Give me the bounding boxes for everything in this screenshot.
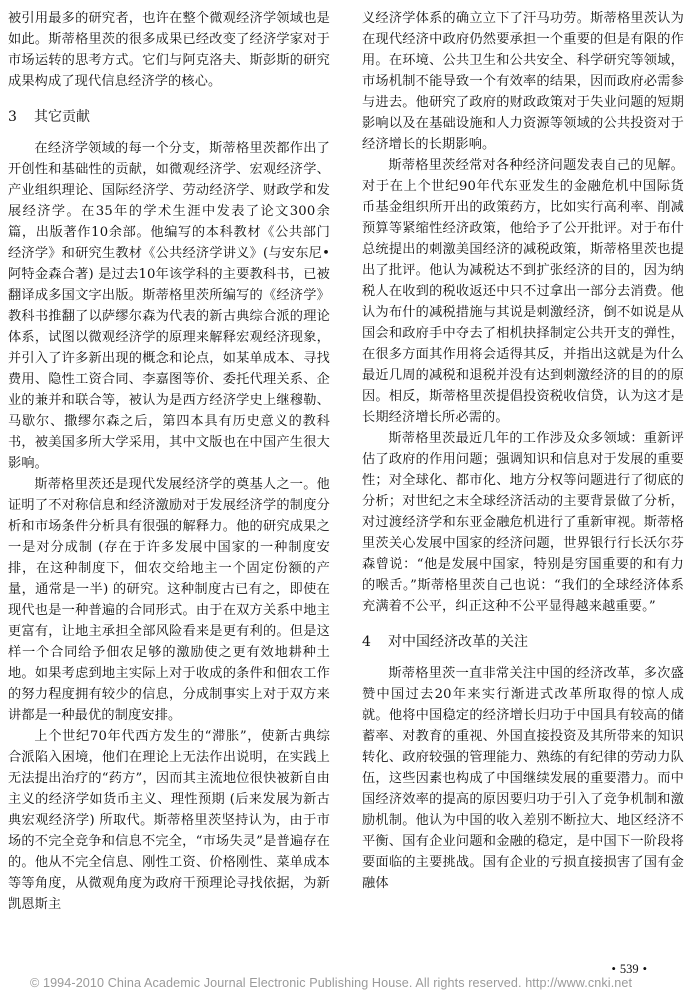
copyright-notice: © 1994-2010 China Academic Journal Electronic Publishing House. All rights reserved. http://www.cnki.net bbox=[30, 976, 633, 990]
section-heading bbox=[8, 106, 330, 128]
section-title: 对中国经济改革的关注 bbox=[388, 634, 528, 650]
paragraph: 被引用最多的研究者，也许在整个微观经济学领域也是如此。斯蒂格里茨的很多成果已经改变了经济学家对于市场运转的思考方式。它们与阿克洛夫、斯彭斯的研究成果构成了现代信息经济学的核心。 bbox=[8, 11, 330, 89]
section-number: 4 bbox=[362, 634, 371, 650]
section-title: 其它贡献 bbox=[34, 109, 90, 125]
right-column bbox=[362, 8, 684, 894]
page-number-value: 539 bbox=[619, 962, 639, 976]
page-number bbox=[607, 962, 651, 977]
section-heading bbox=[362, 631, 684, 653]
bullet-dot: • bbox=[642, 962, 647, 976]
paragraph: 义经济学体系的确立立下了汗马功劳。斯蒂格里茨认为在现代经济中政府仍然要承担一个重要的但是有限的作用。在环境、公共卫生和公共安全、科学研究等领域，市场机制不能导致一个有效率的结果，因而政府必需参与进去。他研究了政府的财政政策对于失业问题的短期影响以及在基础设施和人力资源等领域的公共投资对于经济增长的长期影响。 bbox=[362, 11, 684, 152]
bullet-dot: • bbox=[611, 962, 616, 976]
paragraph: 斯蒂格里茨最近几年的工作涉及众多领域：重新评估了政府的作用问题；强调知识和信息对于发展的重要性；对全球化、都市化、地方分权等问题进行了彻底的分析；对世纪之末全球经济活动的主要背景做了分析，对过渡经济学和东亚金融危机进行了重新审视。斯蒂格里茨关心发展中国家的经济问题，世界银行行长沃尔芬森曾说：“他是发展中国家，特别是穷国重要的和有力的喉舌。”斯蒂格里茨自己也说：“我们的全球经济体系充满着不公平，纠正这种不公平显得越来越重要。” bbox=[362, 431, 684, 614]
paragraph: 上个世纪70年代西方发生的“滞胀”，使新古典综合派陷入困境，他们在理论上无法作出说明，在实践上无法提出治疗的“药方”，因而其主流地位很快被新自由主义的经济学如货币主义、理性预期 (后来发展为新古典宏观经济学) 所取代。斯蒂格里茨坚持认为，由于市场的不完全竞争和信息不完全，“市场失灵”是普遍存在的。他从不完全信息、刚性工资、价格刚性、菜单成本等等角度，从微观角度为政府干预理论寻找依据，为新凯恩斯主 bbox=[8, 729, 330, 912]
paragraph: 斯蒂格里茨还是现代发展经济学的奠基人之一。他证明了不对称信息和经济激励对于发展经济学的制度分析和市场条件分析具有很强的解释力。他的研究成果之一是对分成制 (存在于许多发展中国家的一种制度安排，在这种制度下，佃农交给地主一个固定份额的产量，通常是一半) 的研究。这种制度古已有之，即使在现代也是一种普遍的合同形式。由于在双方关系中地主更富有，让地主承担全部风险看来是更有利的。但是这样一个合同给予佃农足够的激励使之更有效地耕种土地。如果考虑到地主实际上对于收成的条件和佃农工作的努力程度拥有较少的信息，分成制事实上对于双方来讲都是一种最优的制度安排。 bbox=[8, 477, 330, 723]
paragraph: 斯蒂格里茨经常对各种经济问题发表自己的见解。对于在上个世纪90年代东亚发生的金融危机中国际货币基金组织所开出的政策药方，比如实行高利率、削减预算等紧缩性经济政策，他给予了公开批评。对于布什总统提出的刺激美国经济的减税政策，斯蒂格里茨也提出了批评。他认为减税达不到扩张经济的目的，因为纳税人在收到的税收返还中只不过拿出一部分去消费。他认为布什的减税措施与其说是刺激经济，倒不如说是从国会和政府手中夺去了相机抉择制定公共开支的弹性，在很多方面其作用将会适得其反，并指出这就是为什么最近几周的减税和退税并没有达到刺激经济的目的的原因。相反，斯蒂格里茨提倡投资税收信贷，认为这才是长期经济增长所必需的。 bbox=[362, 158, 684, 425]
left-column bbox=[8, 8, 330, 915]
section-number: 3 bbox=[8, 109, 17, 125]
paragraph: 在经济学领域的每一个分支，斯蒂格里茨都作出了开创性和基础性的贡献，如微观经济学、宏观经济学、产业组织理论、国际经济学、劳动经济学、财政学和发展经济学。在35年的学术生涯中发表了论文300余篇，出版著作10余部。他编写的本科教材《公共部门经济学》和研究生教材《公共经济学讲义》(与安东尼•阿特金森合著) 是过去10年该学科的主要教科书，已被翻译成多国文字出版。斯蒂格里茨所编写的《经济学》教科书推翻了以萨缪尔森为代表的新古典综合派的理论体系，试图以微观经济学的原理来解释宏观经济现象，并引入了许多新出现的概念和论点，如某单成本、寻找费用、隐性工资合同、李嘉图等价、委托代理关系、企业的兼并和联合等，被认为是西方经济学史上继穆勒、马歇尔、撒缪尔森之后，第四本具有历史意义的教科书，被美国多所大学采用，其中文版也在中国产生很大影响。 bbox=[8, 141, 330, 471]
paragraph: 斯蒂格里茨一直非常关注中国的经济改革，多次盛赞中国过去20年来实行渐进式改革所取得的惊人成就。他将中国稳定的经济增长归功于中国具有较高的储蓄率、对教育的重视、外国直接投资及其所带来的知识转化、政府较强的管理能力、熟练的有纪律的劳动力队伍，这些因素也构成了中国继续发展的重要潜力。而中国经济效率的提高的原因要归功于引入了竞争机制和激励机制。他认为中国的收入差别不断拉大、地区经济不平衡、国有企业问题和金融的稳定，是中国下一阶段将要面临的主要挑战。国有企业的亏损直接损害了国有金融体 bbox=[362, 666, 684, 891]
page-footer bbox=[8, 962, 681, 992]
